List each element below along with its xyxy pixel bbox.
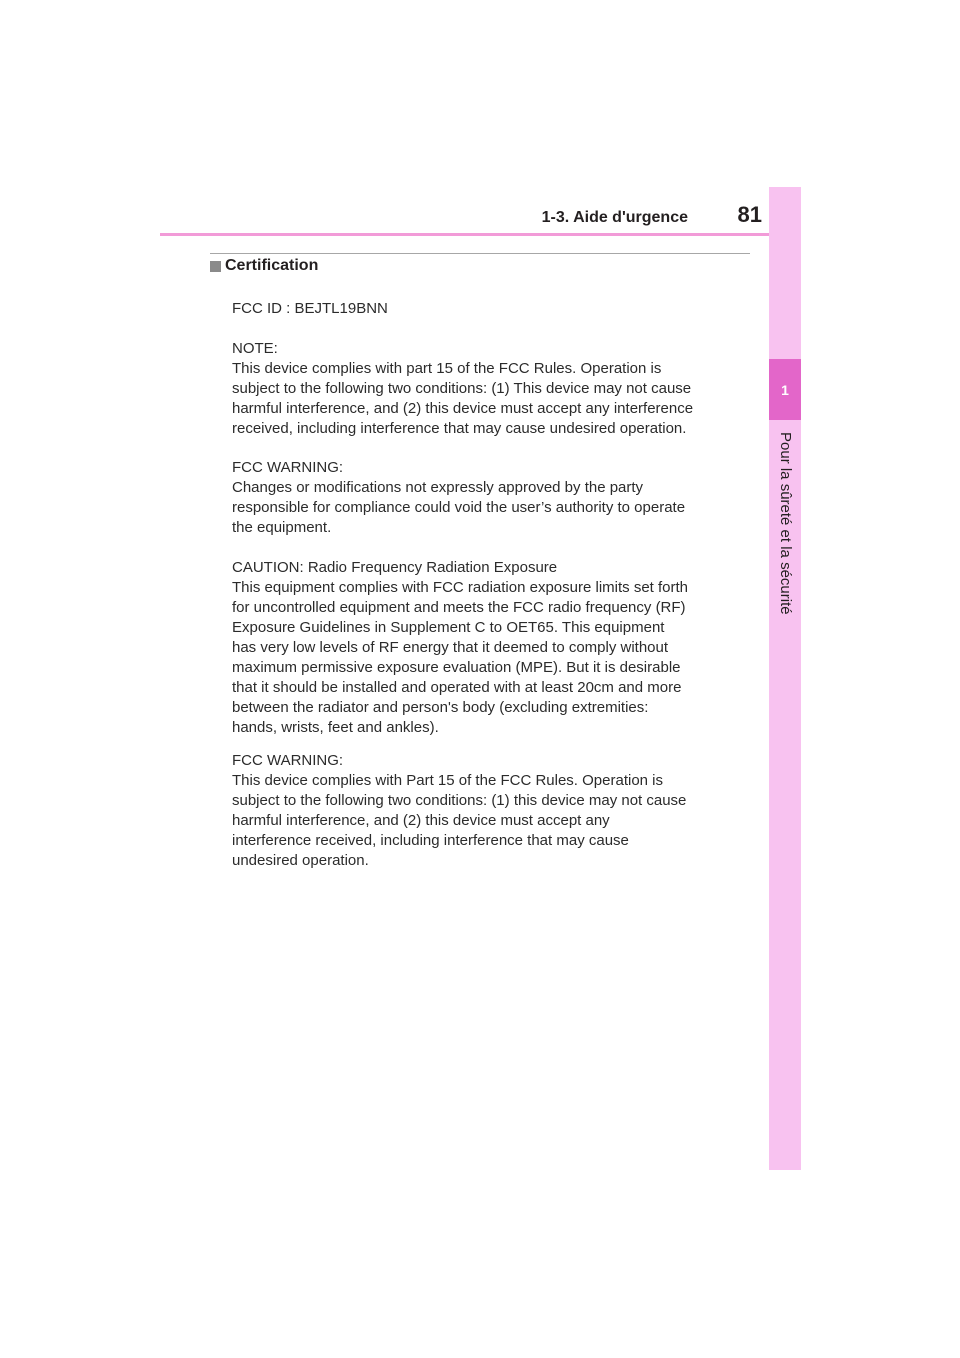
text-line: FCC WARNING:	[232, 459, 344, 476]
section-heading-text: Certification	[225, 257, 319, 274]
chapter-number: 1	[781, 381, 789, 398]
text-line: hands, wrists, feet and ankles).	[232, 719, 439, 736]
rf-caution-block	[232, 558, 688, 738]
fcc-id-block	[232, 299, 388, 319]
text-line: maximum permissive exposure evaluation (MPE). But it is desirable	[232, 659, 681, 676]
text-line: Exposure Guidelines in Supplement C to OET65. This equipment	[232, 619, 665, 636]
section-heading	[210, 256, 318, 276]
text-line: FCC WARNING:	[232, 752, 344, 769]
text-line: harmful interference, and (2) this device must accept any	[232, 812, 610, 829]
page-number: 81	[737, 202, 762, 227]
section-title: 1-3. Aide d'urgence	[541, 209, 688, 226]
text-line: responsible for compliance could void the user’s authority to operate	[232, 499, 686, 516]
chapter-title: Pour la sûreté et la sécurité	[777, 432, 794, 615]
chapter-side-tab	[769, 187, 801, 1170]
text-line: has very low levels of RF energy that it deemed to comply without	[232, 639, 669, 656]
chapter-number-tab	[769, 359, 801, 420]
text-line: This equipment complies with FCC radiation exposure limits set forth	[232, 579, 689, 596]
text-line: This device complies with part 15 of the FCC Rules. Operation is	[232, 360, 662, 377]
text-line: This device complies with Part 15 of the FCC Rules. Operation is	[232, 772, 664, 789]
fcc-warning-block	[232, 458, 685, 538]
text-line: subject to the following two conditions: (1) this device may not cause	[232, 792, 687, 809]
text-line: harmful interference, and (2) this device must accept any interference	[232, 400, 694, 417]
text-line: interference received, including interference that may cause	[232, 832, 629, 849]
note-block	[232, 339, 693, 439]
square-bullet-icon	[210, 261, 221, 272]
text-line: between the radiator and person's body (excluding extremities:	[232, 699, 649, 716]
section-divider	[210, 253, 750, 254]
text-line: CAUTION: Radio Frequency Radiation Exposure	[232, 559, 558, 576]
text-line: NOTE:	[232, 340, 278, 357]
text-line: subject to the following two conditions: (1) This device may not cause	[232, 380, 692, 397]
text-line: received, including interference that may cause undesired operation.	[232, 420, 687, 437]
text-line: undesired operation.	[232, 852, 369, 869]
text-line: Changes or modifications not expressly approved by the party	[232, 479, 644, 496]
text-line: the equipment.	[232, 519, 332, 536]
text-line: FCC ID : BEJTL19BNN	[232, 300, 388, 317]
fcc-warning-block-2	[232, 751, 686, 871]
text-line: for uncontrolled equipment and meets the FCC radio frequency (RF)	[232, 599, 686, 616]
header-rule	[160, 233, 769, 236]
text-line: that it should be installed and operated with at least 20cm and more	[232, 679, 682, 696]
